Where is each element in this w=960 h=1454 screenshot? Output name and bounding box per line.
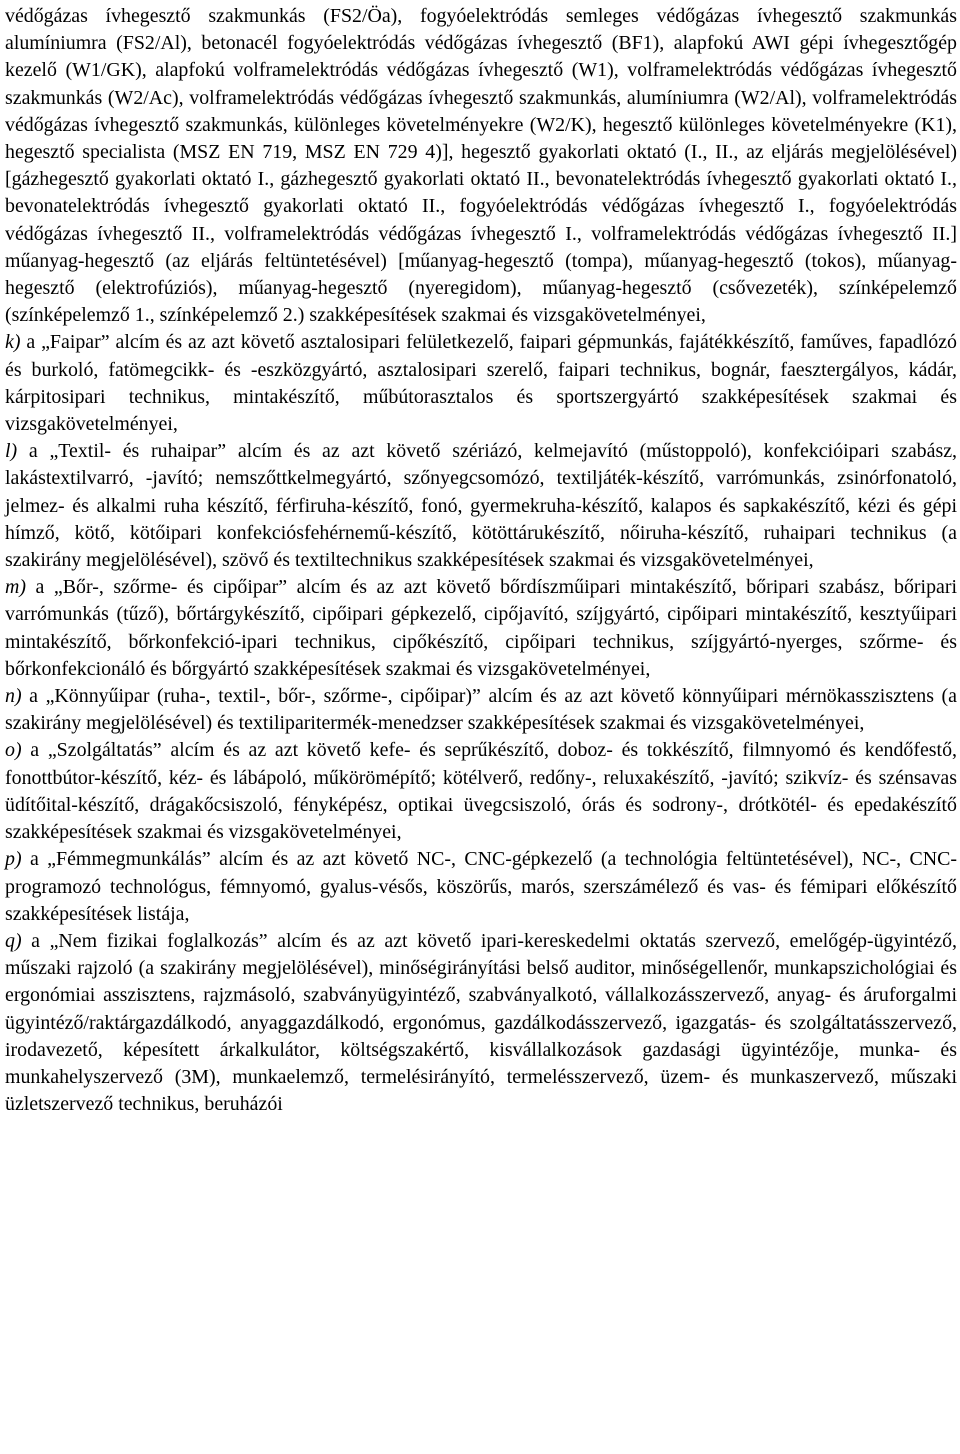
list-letter: m) <box>5 576 26 599</box>
list-letter: n) <box>5 685 22 708</box>
list-letter: q) <box>5 929 22 952</box>
paragraph <box>5 737 957 846</box>
paragraph-text: a „Könnyűipar (ruha-, textil-, bőr-, szőrme-, cipőipar)” alcím és az azt követő könnyűipari mérnökasszisztens (a szakirány megjelölésével) és textiliparitermék-menedzser szakképesítések szakmai és vizsgakövetelményei, <box>5 685 957 735</box>
list-letter: p) <box>5 848 22 871</box>
paragraph-text: védőgázas ívhegesztő szakmunkás (FS2/Öa), fogyóelektródás semleges védőgázas ívhegesztő szakmunkás alumíniumra (FS2/Al), betonacél fogyóelektródás védőgázas ívhegesztő (BF1), alapfokú AWI gépi ívhegesztőgép kezelő (W1/GK), alapfokú volframelektródás védőgázas ívhegesztő (W1), volframelektródás védőgázas ívhegesztő szakmunkás (W2/Ac), volframelektródás védőgázas ívhegesztő szakmunkás, alumíniumra (W2/Al), volframelektródás védőgázas ívhegesztő szakmunkás, különleges követelményekre (W2/K), hegesztő különleges követelményekre (K1), hegesztő specialista (MSZ EN 719, MSZ EN 729 4)], hegesztő gyakorlati oktató (I., II., az eljárás megjelölésével) [gázhegesztő gyakorlati oktató I., gázhegesztő gyakorlati oktató II., bevonatelektródás ívhegesztő gyakorlati oktató I., bevonatelektródás ívhegesztő gyakorlati oktató II., fogyóelektródás védőgázas ívhegesztő I., fogyóelektródás védőgázas ívhegesztő II., volframelektródás védőgázas ívhegesztő I., volframelektródás védőgázas ívhegesztő II.] műanyag-hegesztő (az eljárás feltüntetésével) [műanyag-hegesztő (tompa), műanyag-hegesztő (tokos), műanyag-hegesztő (elektrofúziós), műanyag-hegesztő (nyeregidom), műanyag-hegesztő (csővezeték), színképelemző (színképelemző 1., színképelemző 2.) szakképesítések szakmai és vizsgakövetelményei, <box>5 5 957 327</box>
paragraph-text: a „Faipar” alcím és az azt követő asztalosipari felületkezelő, faipari gépmunkás, fajátékkészítő, faműves, fapadlózó és burkoló, fatömegcikk- és -eszközgyártó, asztalosipari szerelő, faipari technikus, bognár, faesztergályos, kádár, kárpitosipari technikus, mintakészítő, műbútorasztalos és sportszergyártó szakképesítések szakmai és vizsgakövetelményei, <box>5 331 957 436</box>
paragraph <box>5 928 957 1118</box>
paragraph <box>5 683 957 737</box>
paragraph <box>5 574 957 683</box>
paragraph <box>5 3 957 329</box>
paragraph-text: a „Szolgáltatás” alcím és az azt követő kefe- és seprűkészítő, doboz- és tokkészítő, filmnyomó és kendőfestő, fonottbútor-készítő, kéz- és lábápoló, műkörömépítő; kötélverő, redőny-, reluxakészítő, -javító; szikvíz- és szénsavas üdítőital-készítő, drágakőcsiszoló, fényképész, optikai üvegcsiszoló, órás és sodrony-, drótkötél- és epedakészítő szakképesítések szakmai és vizsgakövetelményei, <box>5 739 957 844</box>
paragraph <box>5 846 957 928</box>
paragraph <box>5 438 957 574</box>
paragraph-text: a „Textil- és ruhaipar” alcím és az azt követő szériázó, kelmejavító (műstoppoló), konfekcióipari szabász, lakástextilvarró, -javító; nemszőttkelmegyártó, szőnyegcsomózó, textiljáték-készítő, varrómunkás, zsinórfonatoló, jelmez- és alkalmi ruha készítő, férfiruha-készítő, fonó, gyermekruha-készítő, kalapos és sapkakészítő, kézi és gépi hímző, kötő, kötőipari konfekciósfehérnemű-készítő, kötöttárukészítő, nőiruha-készítő, ruhaipari technikus (a szakirány megjelölésével), szövő és textiltechnikus szakképesítések szakmai és vizsgakövetelményei, <box>5 440 957 572</box>
list-letter: l) <box>5 440 18 463</box>
paragraph-text: a „Nem fizikai foglalkozás” alcím és az azt követő ipari-kereskedelmi oktatás szervező, emelőgép-ügyintéző, műszaki rajzoló (a szakirány megjelölésével), minőségirányítási belső auditor, minőségellenőr, munkapszichológiai és ergonómiai asszisztens, rajzmásoló, szabványügyintéző, szabványalkotó, vállalkozásszervező, anyag- és áruforgalmi ügyintéző/raktárgazdálkodó, anyaggazdálkodó, ergonómus, gazdálkodásszervező, igazgatás- és szolgáltatásszervező, irodavezető, képesített árkalkulátor, költségszakértő, kisvállalkozások gazdasági ügyintézője, munka- és munkahelyszervező (3M), munkaelemző, termelésirányító, termelésszervező, üzem- és munkaszervező, műszaki üzletszervező technikus, beruházói <box>5 929 957 1116</box>
list-letter: k) <box>5 331 21 354</box>
document-page <box>5 3 957 1118</box>
paragraph-text: a „Bőr-, szőrme- és cipőipar” alcím és az azt követő bőrdíszműipari mintakészítő, bőripari szabász, bőripari varrómunkás (tűző), bőrtárgykészítő, cipőipari gépkezelő, cipőjavító, szíjgyártó, cipőipari mintakészítő, kesztyűipari mintakészítő, bőrkonfekció-ipari technikus, cipőkészítő, cipőipari technikus, szíjgyártó-nyerges, szőrme- és bőrkonfekcionáló és bőrgyártó szakképesítések szakmai és vizsgakövetelményei, <box>5 576 957 680</box>
paragraph <box>5 329 957 438</box>
list-letter: o) <box>5 739 22 762</box>
paragraph-text: a „Fémmegmunkálás” alcím és az azt követő NC-, CNC-gépkezelő (a technológia feltüntetésével), NC-, CNC-programozó technológus, fémnyomó, gyalus-vésős, köszörűs, marós, szerszámélező és vas- és fémipari előkészítő szakképesítések listája, <box>5 848 957 925</box>
